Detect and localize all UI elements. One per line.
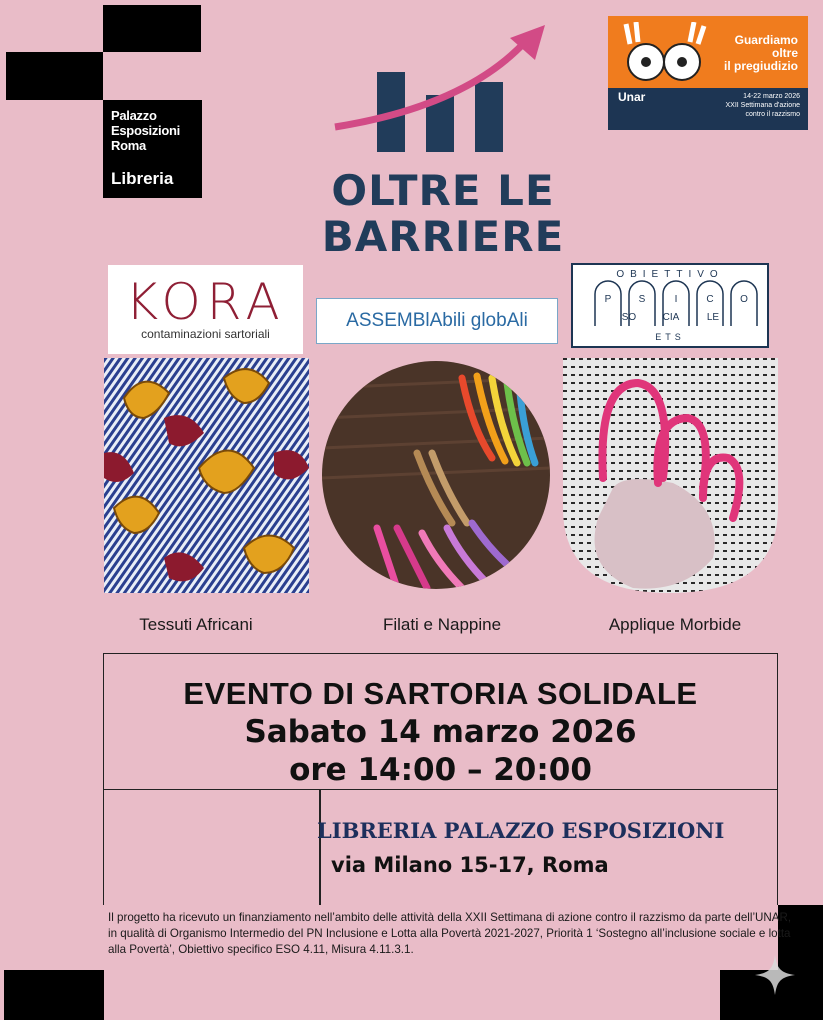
growth-chart-icon — [330, 20, 560, 155]
palazzo-logo — [103, 100, 202, 198]
soft-applique-image — [563, 358, 778, 593]
location-box — [103, 790, 778, 905]
event-time: ore 14:00 – 20:00 — [289, 752, 592, 788]
psico-letter: S — [638, 294, 646, 305]
deco-square — [4, 970, 104, 1020]
badge-dates — [726, 92, 801, 119]
sociale-syllable: SO — [621, 312, 637, 323]
caption-yarn: Filati e Nappine — [382, 615, 502, 634]
sociale-syllable: CIA — [662, 312, 680, 323]
yarn-tassels-image — [322, 358, 550, 593]
palazzo-libreria: Libreria — [111, 169, 174, 188]
location-divider — [319, 790, 321, 905]
event-venue: LIBRERIA PALAZZO ESPOSIZIONI — [317, 818, 725, 843]
badge-week-2: contro il razzismo — [745, 111, 800, 118]
psico-letter: P — [604, 294, 612, 305]
kora-subtitle: contaminazioni sartoriali — [141, 327, 270, 341]
event-title: EVENTO DI SARTORIA SOLIDALE — [183, 676, 698, 711]
badge-footer — [608, 88, 808, 130]
title-line-1: OLTRE LE — [331, 166, 555, 215]
kora-name: KORA — [125, 273, 286, 331]
badge-week: XXII Settimana d'azione — [725, 102, 800, 109]
bar-icon — [475, 82, 503, 152]
psico-letters — [573, 280, 767, 328]
badge-slogan — [724, 34, 798, 73]
funding-notice: Il progetto ha ricevuto un finanziamento nell’ambito delle attività della XXII Settimana di azione contro il razzismo da parte dell’UNAR, in qualità di Organismo Intermedio del PN Inclusione e Lotta alla Povertà 2021-2027, Priorità 1 ‘Sostegno all’inclusione sociale e lotta alla Povertà’, Obiettivo specifico ESO 4.11, Misura 4.11.3.1. — [108, 911, 792, 956]
slogan-line-1: Guardiamo — [734, 33, 798, 47]
sociale-syllable: LE — [706, 312, 720, 323]
obiettivo-title: OBIETTIVO — [616, 269, 724, 280]
sparkle-icon — [753, 953, 797, 997]
event-date: Sabato 14 marzo 2026 — [244, 714, 637, 750]
event-info-box — [103, 653, 778, 790]
obiettivo-ets: ETS — [655, 332, 685, 342]
assemblabili-logo: ASSEMBlAbili globAli — [316, 298, 558, 344]
psico-letter: O — [740, 294, 748, 305]
deco-square — [6, 52, 103, 100]
kora-logo — [108, 265, 303, 354]
slogan-line-3: il pregiudizio — [724, 59, 798, 73]
obiettivo-psicosociale-logo — [571, 263, 769, 348]
palazzo-name: Palazzo Esposizioni Roma — [111, 108, 180, 153]
unar-label: Unar — [618, 90, 646, 104]
caption-fabric: Tessuti Africani — [139, 615, 253, 634]
hands-glasses-icon — [616, 22, 712, 92]
psico-letter: I — [674, 294, 678, 305]
caption-applique: Applique Morbide — [608, 615, 742, 634]
psico-letter: C — [706, 294, 714, 305]
event-brand-title — [298, 168, 588, 260]
african-fabric-image — [104, 358, 309, 593]
slogan-line-2: oltre — [771, 46, 798, 60]
title-line-2: BARRIERE — [321, 212, 565, 261]
event-address: via Milano 15-17, Roma — [331, 853, 609, 877]
badge-date-range: 14-22 marzo 2026 — [743, 93, 800, 100]
deco-square — [103, 5, 201, 52]
unar-badge — [608, 16, 808, 130]
